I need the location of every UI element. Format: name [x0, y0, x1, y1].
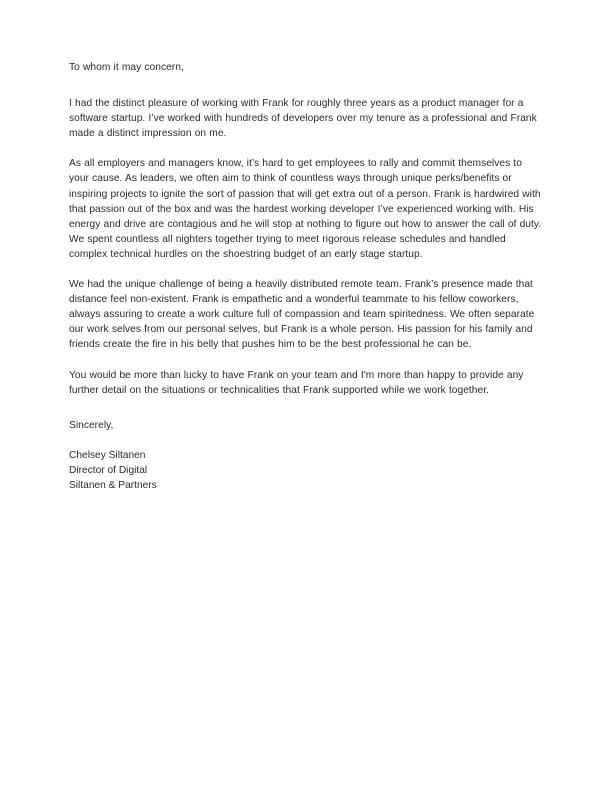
spacer	[69, 141, 543, 156]
signature-title: Director of Digital	[69, 464, 148, 476]
spacer	[69, 398, 543, 418]
spacer	[69, 262, 543, 277]
signature-block	[69, 448, 543, 493]
letter-closing: Sincerely,	[69, 419, 114, 431]
spacer	[69, 433, 543, 448]
signature-name: Chelsey Siltanen	[69, 449, 146, 461]
letter-greeting: To whom it may concern,	[69, 62, 184, 73]
letter-body	[69, 60, 543, 493]
spacer	[69, 75, 543, 96]
spacer	[69, 353, 543, 368]
signature-company: Siltanen & Partners	[69, 479, 157, 491]
letter-paragraph-4: You would be more than lucky to have Frank on your team and I'm more than happy to provide any further detail on the situations or technicalities that Frank supported while we work together.	[69, 369, 524, 396]
letter-paragraph-2: As all employers and managers know, it’s hard to get employees to rally and commit themselves to your cause. As leaders, we often aim to think of countless ways through unique perks/benefits or inspiring projects to ignite the sort of passion that will get extra out of a person. Frank is hardwired with that passion out of the box and was the hardest working developer I’ve experienced working with. His energy and drive are contagious and he will stop at nothing to figure out how to answer the call of duty. We spent countless all nighters together trying to meet rigorous release schedules and handled complex technical hurdles on the shoestring budget of an early stage startup.	[69, 158, 542, 260]
letter-paragraph-3: We had the unique challenge of being a heavily distributed remote team. Frank’s presence made that distance feel non-existent. Frank is empathetic and a wonderful teammate to his fellow coworkers, always assuring to create a work culture full of compassion and team spiritedness. We often separate our work selves from our personal selves, but Frank is a whole person. His passion for his family and friends create the fire in his belly that pushes him to be the best professional he can be.	[69, 279, 535, 351]
letter-paragraph-1: I had the distinct pleasure of working with Frank for roughly three years as a product manager for a software startup. I’ve worked with hundreds of developers over my tenure as a professional and Frank made a distinct impression on me.	[69, 98, 537, 140]
